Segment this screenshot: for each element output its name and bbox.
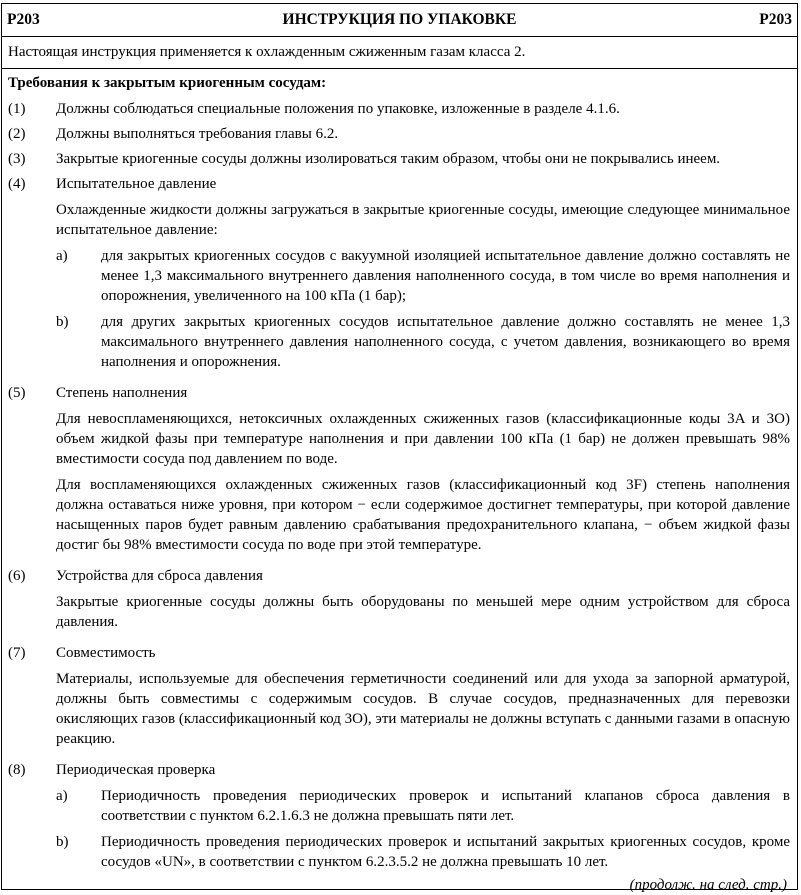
code-left: P203 [7,11,40,28]
subitem-text: для других закрытых криогенных сосудов испытательное давление должно составлять не менее 1,3 максимального внутреннего давления наполненного сосуда, с учетом давления, возникающего во время наполнения и опорожнения. [101,314,790,370]
subitem-a [56,786,790,826]
item-6 [8,566,790,638]
subitem-text: Периодичность проведения периодических проверок и испытаний клапанов сброса давления в соответствии с пунктом 6.2.1.6.3 не должна превышать пяти лет. [101,788,790,824]
item-number: (4) [8,176,26,192]
subitem-text: Периодичность проведения периодических проверок и испытаний закрытых криогенных сосудов, кроме сосудов «UN», в соответствии с пунктом 6.2.3.5.2 не должна превышать 10 лет. [101,834,790,870]
item-paragraph-1: Для невоспламеняющихся, нетоксичных охлажденных сжиженных газов (классификационные коды 3A и 3O) объем жидкой фазы при температуре наполнения и при давлении 100 кПа (1 бар) не должен превышать 98% вместимости сосуда под давлением по воде. [56,411,790,467]
instruction-header [2,4,797,37]
item-text: Охлажденные жидкости должны загружаться в закрытые криогенные сосуды, имеющие следующее минимальное испытательное давление: [56,202,790,238]
item-2 [8,124,790,144]
item-3 [8,149,790,169]
subitem-letter: b) [56,314,69,330]
item-number: (2) [8,126,26,142]
item-text: Должны выполняться требования главы 6.2. [56,126,339,142]
instruction-frame [1,3,798,890]
item-paragraph-2: Для воспламеняющихся охлажденных сжиженных газов (классификационный код 3F) степень наполнения должна оставаться ниже уровня, при котором − если содержимое достигнет температуры, при которой давление насыщенных паров будет равным давлению срабатывания предохранительного клапана, − объем жидкой фазы достиг бы 98% вместимости сосуда по воде при этой температуре. [56,477,790,553]
item-4 [8,174,790,378]
item-number: (7) [8,645,26,661]
subitem-letter: a) [56,248,68,264]
item-number: (3) [8,151,26,167]
item-1 [8,99,790,119]
requirements-title: Требования к закрытым криогенным сосудам: [8,75,327,91]
page-title: ИНСТРУКЦИЯ ПО УПАКОВКЕ [282,11,517,28]
subitem-b [56,832,790,872]
item-title: Устройства для сброса давления [56,568,263,584]
item-text: Закрытые криогенные сосуды должны изолироваться таким образом, чтобы они не покрывались инеем. [56,151,721,167]
item-title: Степень наполнения [56,385,188,401]
subitem-text: для закрытых криогенных сосудов с вакуумной изоляцией испытательное давление должно составлять не менее 1,3 максимального внутреннего давления наполненного сосуда, в том числе во время наполнения и опорожнения, увеличенного на 100 кПа (1 бар); [101,248,790,304]
continued-note: (продолж. на след. стр.) [629,877,787,893]
item-title: Совместимость [56,645,156,661]
item-5 [8,383,790,561]
item-text: Закрытые криогенные сосуды должны быть оборудованы по меньшей мере одним устройством для сброса давления. [56,594,790,630]
item-8 [8,760,790,878]
subitem-letter: a) [56,788,68,804]
item-7 [8,643,790,755]
subitem-b [56,312,790,372]
item-number: (8) [8,762,26,778]
requirements-section [2,69,797,889]
item-title: Испытательное давление [56,176,217,192]
item-number: (6) [8,568,26,584]
subitem-letter: b) [56,834,69,850]
item-text: Материалы, используемые для обеспечения герметичности соединений или для ухода за запорной арматурой, должны быть совместимы с содержимым сосудов. В случае сосудов, предназначенных для перевозки окисляющих газов (классификационный код 3O), эти материалы не должны вступать с данными газами в опасную реакцию. [56,671,790,747]
item-number: (5) [8,385,26,401]
item-title: Периодическая проверка [56,762,216,778]
code-right: P203 [759,11,792,28]
item-number: (1) [8,101,26,117]
scope-text: Настоящая инструкция применяется к охлажденным сжиженным газам класса 2. [2,37,797,69]
item-text: Должны соблюдаться специальные положения по упаковке, изложенные в разделе 4.1.6. [56,101,620,117]
subitem-a [56,246,790,306]
